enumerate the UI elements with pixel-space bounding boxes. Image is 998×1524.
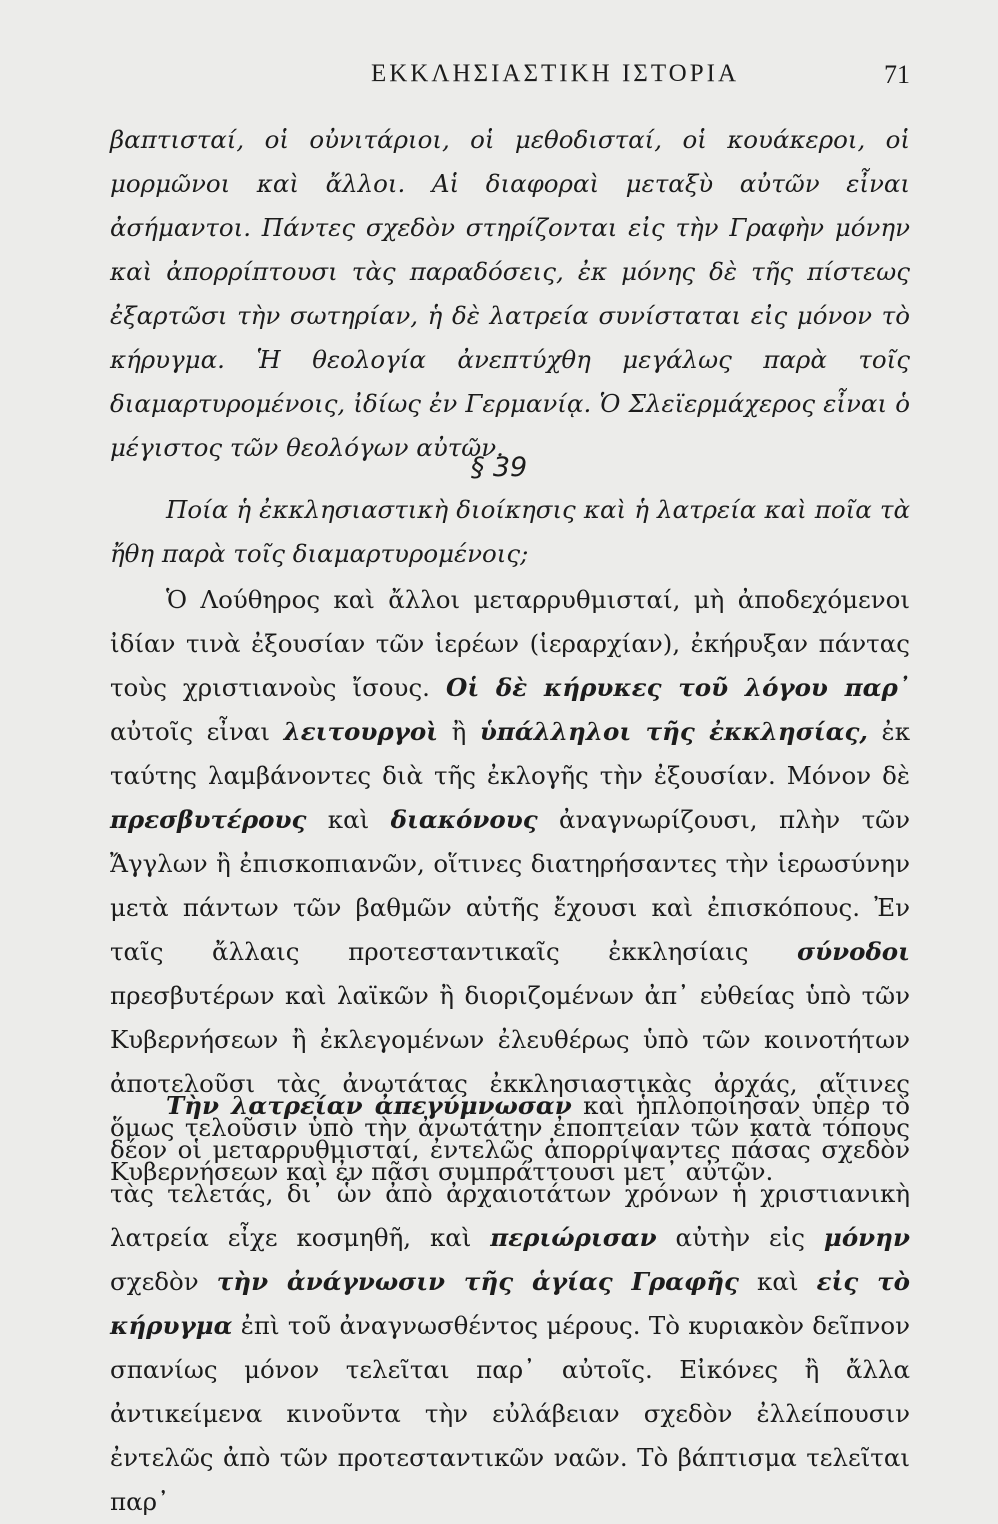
emphasized-phrase: μόνην bbox=[823, 1223, 910, 1252]
emphasized-phrase: ὑπάλληλοι τῆς ἐκκλησίας, bbox=[479, 717, 868, 746]
emphasized-phrase: εἰς τὸ κήρυγμα bbox=[110, 1267, 910, 1340]
emphasized-phrase: λειτουργοὶ bbox=[283, 717, 439, 746]
text-run: καὶ ἡπλοποίησαν ὑπὲρ τὸ δέον οἱ μεταρρυθμισταί, ἐντελῶς ἀπορρίψαντες πάσας σχεδὸν τὰς τελετάς, δι᾽ ὧν ἀπὸ ἀρχαιοτάτων χρόνων ἡ χριστιανικὴ λατρεία εἶχε κοσμηθῆ, καὶ bbox=[110, 1091, 911, 1252]
text-run: Ὁ Λούθηρος καὶ ἄλλοι μεταρρυθμισταί, μὴ ἀποδεχόμενοι ἰδίαν τινὰ ἐξουσίαν τῶν ἱερέων (ἱεραρχίαν), ἐκήρυξαν πάντας τοὺς χριστιανοὺς ἴσους. bbox=[110, 585, 910, 702]
paragraph-worship bbox=[110, 1084, 910, 1524]
text-run: σχεδὸν bbox=[110, 1267, 217, 1296]
emphasized-phrase: τὴν ἀνάγνωσιν τῆς ἁγίας Γραφῆς bbox=[216, 1267, 739, 1296]
running-title: ΕΚΚΛΗΣΙΑΣΤΙΚΗ ΙΣΤΟΡΙΑ bbox=[370, 60, 740, 87]
emphasized-phrase: πρεσβυτέρους bbox=[110, 805, 307, 834]
text-run: καὶ bbox=[738, 1267, 817, 1296]
text-run: ἢ bbox=[438, 717, 480, 746]
emphasized-phrase: Τὴν λατρείαν ἀπεγύμνωσαν bbox=[166, 1091, 572, 1120]
text-run: ἐκ ταύτης λαμβάνοντες διὰ τῆς ἐκλογῆς τὴν ἐξουσίαν. Μόνον δὲ bbox=[110, 717, 911, 790]
text-run: αὐτοῖς εἶναι bbox=[110, 717, 284, 746]
emphasized-phrase: διακόνους bbox=[390, 805, 538, 834]
page-number: 71 bbox=[884, 60, 910, 89]
emphasized-phrase: περιώρισαν bbox=[490, 1223, 657, 1252]
section-question: Ποία ἡ ἐκκλησιαστικὴ διοίκησις καὶ ἡ λατρεία καὶ ποῖα τὰ ἤθη παρὰ τοῖς διαμαρτυρομένοις; bbox=[110, 495, 910, 568]
running-head bbox=[110, 60, 910, 100]
section-heading: § 39 bbox=[470, 452, 528, 483]
text-run: καὶ bbox=[306, 805, 391, 834]
text-run: αὐτὴν εἰς bbox=[656, 1223, 824, 1252]
emphasized-phrase: Οἱ δὲ κήρυκες τοῦ λόγου παρ᾽ bbox=[445, 673, 910, 702]
text-run: ἀναγνωρίζουσι, πλὴν τῶν Ἄγγλων ἢ ἐπισκοπιανῶν, οἵτινες διατηρήσαντες τὴν ἱερωσύνην μετὰ πάντων τῶν βαθμῶν αὐτῆς ἔχουσι καὶ ἐπισκόπους. Ἐν ταῖς ἄλλαις προτεσταντικαῖς ἐκκλησίαις bbox=[110, 805, 910, 966]
text-run: ἐπὶ τοῦ ἀναγνωσθέντος μέρους. Τὸ κυριακὸν δεῖπνον σπανίως μόνον τελεῖται παρ᾽ αὐτοῖς. Εἰκόνες ἢ ἄλλα ἀντικείμενα κινοῦντα τὴν εὐλάβειαν σχεδὸν ἐλλείπουσιν ἐντελῶς ἀπὸ τῶν προτεσταντικῶν ναῶν. Τὸ βάπτισμα τελεῖται παρ᾽ bbox=[110, 1311, 910, 1516]
paragraph-continued: βαπτισταί, οἱ οὐνιτάριοι, οἱ μεθοδισταί, οἱ κουάκεροι, οἱ μορμῶνοι καὶ ἄλλοι. Αἱ διαφοραὶ μεταξὺ αὐτῶν εἶναι ἀσήμαντοι. Πάντες σχεδὸν στηρίζονται εἰς τὴν Γραφὴν μόνην καὶ ἀπορρίπτουσι τὰς παραδόσεις, ἐκ μόνης δὲ τῆς πίστεως ἐξαρτῶσι τὴν σωτηρίαν, ἡ δὲ λατρεία συνίσταται εἰς μόνον τὸ κήρυγμα. Ἡ θεολογία ἀνεπτύχθη μεγάλως παρὰ τοῖς διαμαρτυρομένοις, ἰδίως ἐν Γερμανίᾳ. Ὁ Σλεϊερμάχερος εἶναι ὁ μέγιστος τῶν θεολόγων αὐτῶν. bbox=[110, 125, 910, 462]
text-run: πρεσβυτέρων καὶ λαϊκῶν ἢ διοριζομένων ἀπ᾽ εὐθείας ὑπὸ τῶν Κυβερνήσεων ἢ ἐκλεγομένων ἐλευθέρως ὑπὸ τῶν κοινοτήτων ἀποτελοῦσι τὰς ἀνωτάτας ἐκκλησιαστικὰς ἀρχάς, αἵτινες ὅμως τελοῦσιν ὑπὸ τὴν ἀνωτάτην ἐποπτείαν τῶν κατὰ τόπους Κυβερνήσεων καὶ ἐν πᾶσι συμπράττουσι μετ᾽ αὐτῶν. bbox=[110, 981, 910, 1186]
emphasized-phrase: σύνοδοι bbox=[797, 937, 910, 966]
